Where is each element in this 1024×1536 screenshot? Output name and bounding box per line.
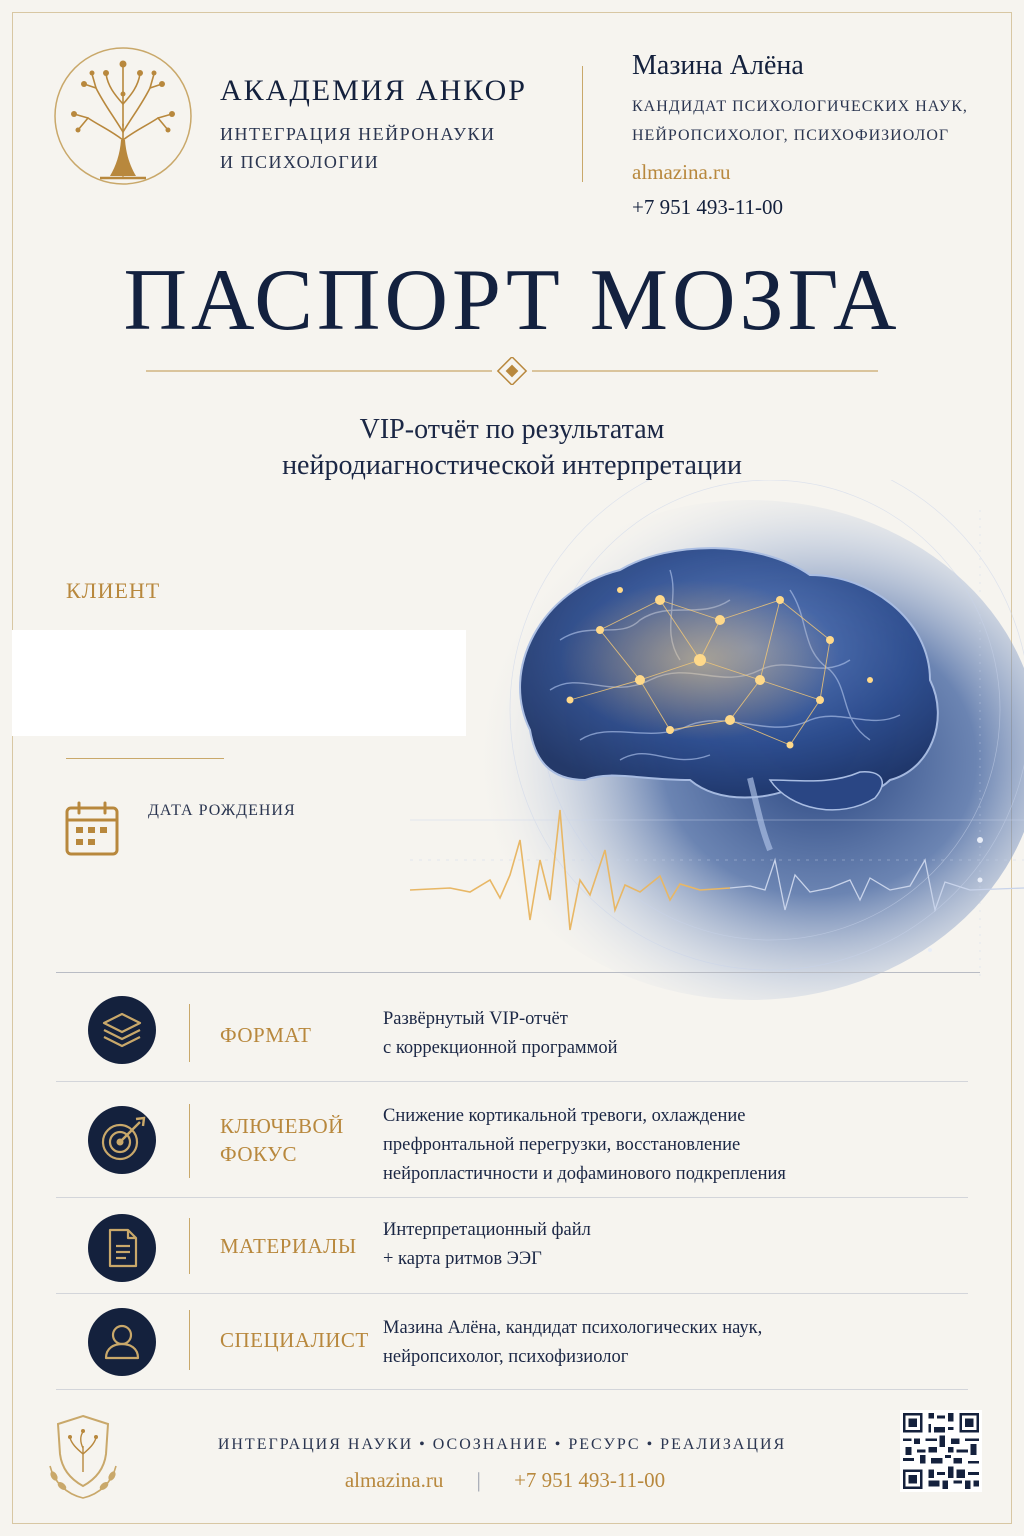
birth-date-label: ДАТА РОЖДЕНИЯ [148,802,296,819]
footer-separator: | [476,1468,481,1492]
info-row-focus [56,1082,968,1198]
row-text-line: префронтальной перегрузки, восстановление [383,1135,741,1155]
table-top-border [56,972,980,973]
row-divider [189,1104,190,1178]
client-divider [66,758,224,759]
page-subtitle [0,412,1024,484]
contact-title-line: НЕЙРОПСИХОЛОГ, ПСИХОФИЗИОЛОГ [632,127,950,144]
row-label: СПЕЦИАЛИСТ [220,1328,369,1352]
target-icon [88,1106,156,1174]
row-text-line: нейропсихолог, психофизиолог [383,1347,629,1367]
info-row-materials [56,1198,968,1294]
brand-subtitle-line: ИНТЕГРАЦИЯ НЕЙРОНАУКИ [220,124,496,144]
footer-phone[interactable]: +7 951 493-11-00 [514,1468,666,1492]
row-label: ФОРМАТ [220,1023,312,1047]
row-text [383,1005,617,1063]
footer-motto: ИНТЕГРАЦИЯ НАУКИ • ОСОЗНАНИЕ • РЕСУРС • РЕАЛИЗАЦИЯ [217,1436,787,1453]
brand-block [220,74,527,176]
row-text-line: Мазина Алёна, кандидат психологических наук, [383,1318,763,1338]
row-text [383,1216,591,1274]
contact-title [632,92,968,150]
row-label-line: КЛЮЧЕВОЙ [220,1114,344,1138]
info-row-specialist [56,1294,968,1390]
calendar-icon [64,800,120,858]
row-text-line: нейропластичности и дофаминового подкрепления [383,1164,786,1184]
footer-contacts [0,1468,1010,1493]
user-icon [88,1308,156,1376]
row-text-line: Развёрнутый VIP-отчёт [383,1009,568,1029]
row-separator [56,1389,968,1390]
contact-website-link[interactable]: almazina.ru [632,160,731,184]
row-label [220,1112,344,1168]
contact-block [632,50,968,220]
client-label: КЛИЕНТ [66,578,161,603]
page-title: ПАСПОРТ МОЗГА [123,252,901,349]
row-text-line: Интерпретационный файл [383,1220,591,1240]
row-text-line: Снижение кортикальной тревоги, охлаждение [383,1106,746,1126]
header-divider [582,66,583,182]
document-icon [88,1214,156,1282]
qr-code-icon[interactable] [900,1410,982,1492]
brand-name: АКАДЕМИЯ АНКОР [220,74,527,107]
row-divider [189,1004,190,1062]
subtitle-line: VIP-отчёт по результатам [359,414,665,445]
brand-subtitle-line: И ПСИХОЛОГИИ [220,152,380,172]
row-label: МАТЕРИАЛЫ [220,1234,357,1258]
row-divider [189,1218,190,1274]
tree-logo-icon [48,44,198,194]
row-text-line: с коррекционной программой [383,1038,618,1058]
subtitle-line: нейродиагностической интерпретации [282,450,742,481]
row-text [383,1102,786,1189]
footer-website-link[interactable]: almazina.ru [344,1468,444,1492]
brand-subtitle [220,120,527,176]
row-text [383,1314,762,1372]
row-divider [189,1310,190,1370]
info-row-format [56,974,968,1082]
brain-illustration [370,480,1024,1000]
row-label-line: ФОКУС [220,1142,297,1166]
client-name-field[interactable] [12,630,466,736]
contact-title-line: КАНДИДАТ ПСИХОЛОГИЧЕСКИХ НАУК, [632,98,968,115]
title-ornament-divider [146,357,878,385]
row-text-line: + карта ритмов ЭЭГ [383,1249,542,1269]
contact-name: Мазина Алёна [632,50,804,81]
layers-icon [88,996,156,1064]
contact-phone[interactable]: +7 951 493-11-00 [632,195,784,219]
